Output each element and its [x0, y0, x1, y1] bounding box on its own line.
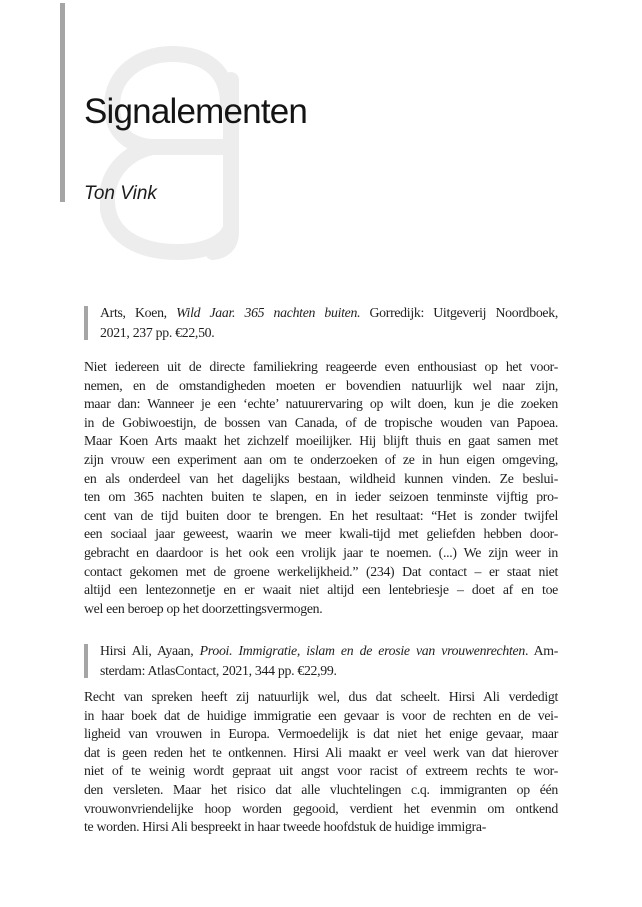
author-name: Ton Vink: [84, 183, 157, 204]
citation-text: Arts, Koen,: [100, 305, 177, 320]
citation-text: Hirsi Ali, Ayaan,: [100, 643, 200, 658]
text-line: dat is geen reden het te ontkennen. Hirsi Ali maakt er veel werk van dat hierover: [84, 744, 558, 760]
citation-line: [100, 661, 558, 681]
text-line: Maar Koen Arts maakt het zichzelf moeilijker. Hij blijft thuis en gaat samen met: [84, 433, 558, 449]
review-paragraph-arts: [84, 358, 558, 618]
citation-line: [100, 323, 558, 343]
citation-text: . Am-: [524, 643, 558, 658]
text-line: vrouwonvriendelijke hoop worden gegooid, verdient het evenmin om ontkend: [84, 800, 558, 816]
book-title-text: Prooi. Immigratie, islam en de erosie van vrouwenrechten: [199, 643, 525, 658]
citation-line: [100, 641, 558, 661]
ampersand-watermark-icon: [100, 46, 250, 261]
text-line: wel een beroep op het doorzettingsvermogen.: [84, 600, 323, 616]
text-line: niet of te weinig wordt gepraat uit angst voor racist of extreem rechts te wor-: [84, 763, 558, 779]
citation-text: sterdam: AtlasContact, 2021, 344 pp. €22,99.: [100, 663, 337, 678]
text-line: een sociaal jaar geweest, waarin we meer kwali-tijd met geliefden hebben door-: [84, 526, 558, 542]
text-line: ten om 365 nachten buiten te slapen, en in ieder seizoen tenminste vijftig pro-: [84, 489, 558, 505]
text-line: maar dan: Wanneer je een ‘echte’ natuurervaring op wilt doen, kun je die zoeken: [84, 396, 558, 412]
citation-text: 2021, 237 pp. €22,50.: [100, 325, 215, 340]
page-title: Signalementen: [84, 92, 308, 131]
text-line: in haar boek dat de huidige immigratie een gevaar is voor de rechten en de vei-: [84, 707, 558, 723]
text-line: cent van de tijd buiten door te brengen. En het resultaat: “Het is zonder twijfel: [84, 507, 558, 523]
text-line: in de Gobiwoestijn, de bossen van Canada, of de tropische wouden van Papoea.: [84, 414, 558, 430]
citation-text: Gorredijk: Uitgeverij Noordboek,: [360, 305, 558, 320]
citation-hirsi-ali: [84, 641, 558, 681]
citation-arts-koen: [84, 303, 558, 343]
book-title-text: Wild Jaar. 365 nachten buiten.: [176, 305, 361, 320]
text-line: Niet iedereen uit de directe familiekring reageerde even enthousiast op het voor-: [84, 359, 558, 374]
text-line: Recht van spreken heeft zij natuurlijk wel, dus dat scheelt. Hirsi Ali verdedigt: [84, 689, 558, 704]
text-line: altijd een lentezonnetje en er waait niet altijd een lentebriesje – doet af en toe: [84, 582, 558, 598]
text-line: te worden. Hirsi Ali bespreekt in haar tweede hoofdstuk de huidige immigra-: [84, 819, 487, 835]
review-paragraph-hirsi-ali: [84, 688, 558, 837]
spine-rule: [60, 3, 65, 202]
text-line: den versleten. Maar het risico dat alle vluchtelingen c.q. immigranten op één: [84, 781, 558, 797]
text-line: en als onderdeel van het dagelijks bestaan, wildheid kunnen vinden. Ze beslui-: [84, 470, 558, 486]
text-line: gebracht en daardoor is het ook een vrolijk jaar te noemen. (...) We zijn weer in: [84, 544, 558, 560]
citation-line: [100, 303, 558, 323]
text-line: zijn vrouw een experiment aan om te onderzoeken of ze in hun eigen omgeving,: [84, 451, 558, 467]
text-line: nemen, en de omstandigheden moeten er bovendien natuurlijk wel naar zijn,: [84, 377, 558, 393]
text-line: ligheid van vrouwen in Europa. Vermoedelijk is dat niet het enige gevaar, maar: [84, 726, 558, 742]
text-line: contact gekomen met de groene werkelijkheid.” (234) Dat contact – er staat niet: [84, 563, 558, 579]
